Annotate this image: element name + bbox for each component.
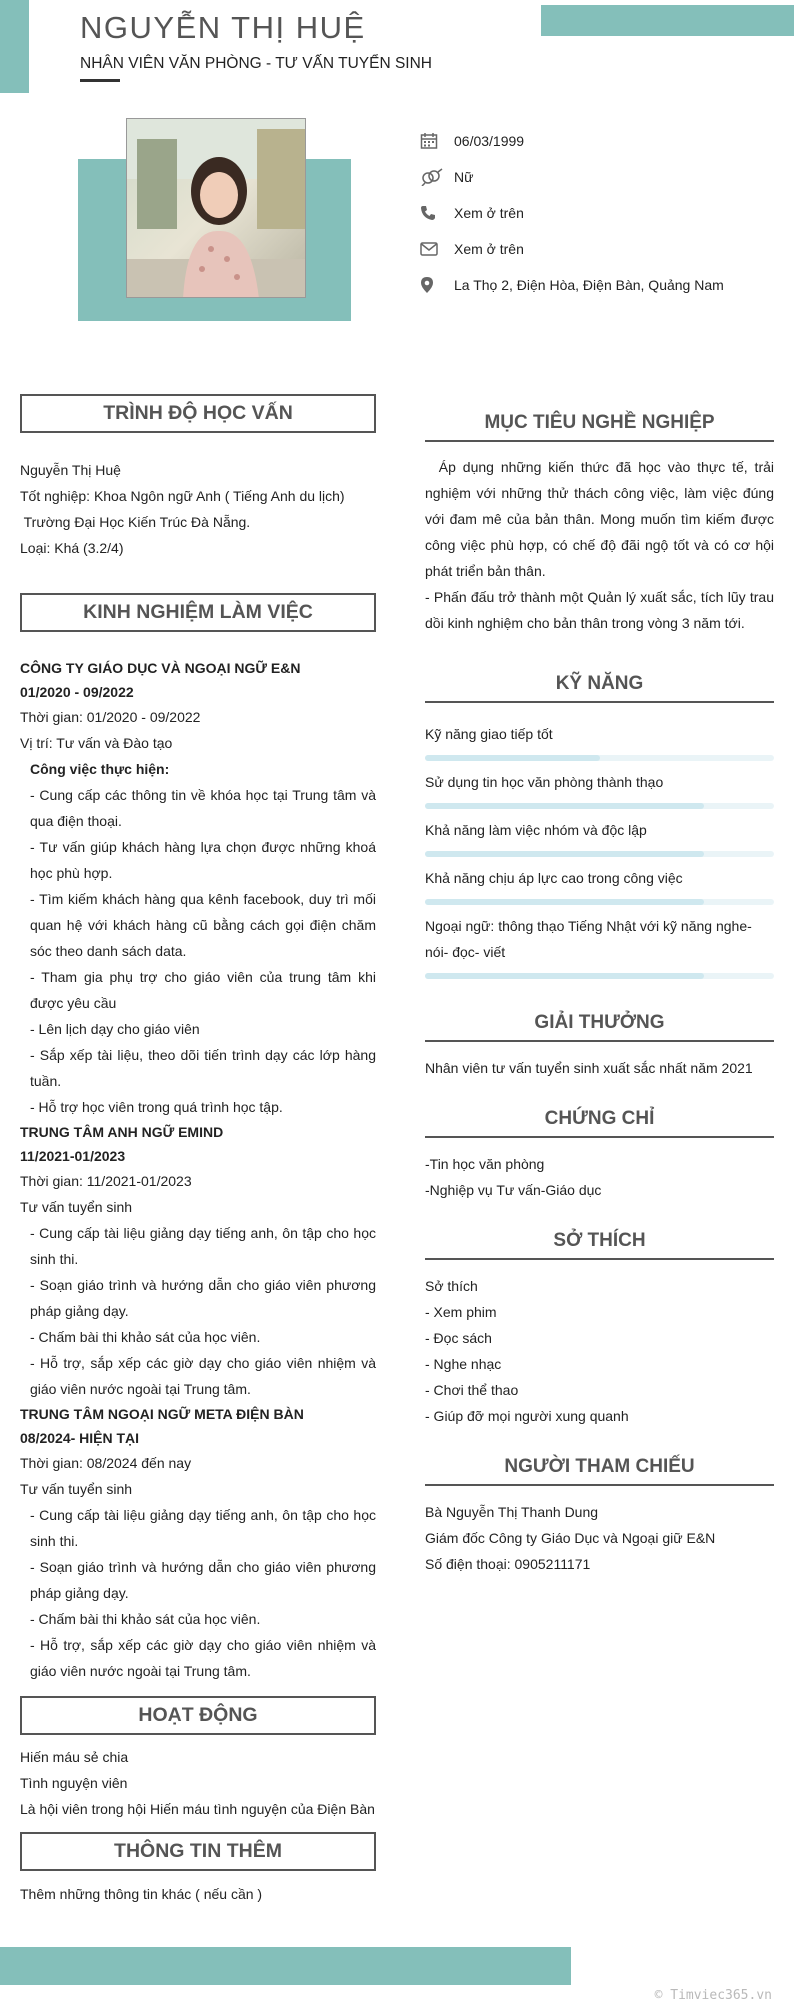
contact-birthdate [420, 131, 524, 151]
activities-heading: HOẠT ĐỘNG [20, 1696, 376, 1735]
reference-line: Bà Nguyễn Thị Thanh Dung [425, 1504, 599, 1520]
candidate-name: NGUYỄN THỊ HUỆ [80, 10, 366, 45]
duty-item: - Lên lịch dạy cho giáo viên [30, 1021, 200, 1037]
contact-info [420, 0, 790, 300]
hobby-line: - Nghe nhạc [425, 1356, 502, 1372]
job-period: 08/2024- HIỆN TẠI [20, 1430, 140, 1446]
education-line: Nguyễn Thị Huệ [20, 462, 121, 478]
certificates-heading: CHỨNG CHỈ [425, 1108, 774, 1138]
activity-line: Hiến máu sẻ chia [20, 1749, 129, 1765]
certificate-line: -Nghiệp vụ Tư vấn-Giáo dục [425, 1182, 602, 1198]
activity-line: Là hội viên trong hội Hiến máu tình nguyện của Điện Bàn [20, 1801, 375, 1817]
references-heading: NGƯỜI THAM CHIẾU [425, 1456, 774, 1486]
top-left-accent-bar [0, 0, 29, 93]
duty-item: - Chấm bài thi khảo sát của học viên. [30, 1611, 261, 1627]
award-line: Nhân viên tư vấn tuyển sinh xuất sắc nhất năm 2021 [425, 1060, 753, 1076]
duty-item: - Cung cấp tài liệu giảng dạy tiếng anh, ôn tập cho học sinh thi. [30, 1225, 376, 1267]
skill-item [425, 865, 774, 905]
watermark: © Timviec365.vn [654, 1988, 772, 2003]
activity-line: Tình nguyện viên [20, 1775, 128, 1791]
duty-item: - Sắp xếp tài liệu, theo dõi tiến trình dạy các lớp hàng tuần. [30, 1047, 376, 1089]
education-content [20, 457, 376, 561]
duty-item: - Hỗ trợ, sắp xếp các giờ dạy cho giáo viên nhiệm và giáo viên nước ngoài tại Trung tâm. [30, 1637, 376, 1679]
skill-bar [425, 755, 774, 761]
skill-item [425, 769, 774, 809]
duty-item: - Soạn giáo trình và hướng dẫn cho giáo viên phương pháp giảng dạy. [30, 1277, 376, 1319]
hobbies-content [425, 1273, 774, 1429]
profile-photo [126, 118, 306, 298]
skill-bar [425, 803, 774, 809]
skill-bar-fill [425, 899, 704, 905]
contact-email [420, 239, 524, 259]
experience-content [20, 656, 376, 1684]
reference-line: Giám đốc Công ty Giáo Dục và Ngoại giữ E&N [425, 1530, 716, 1546]
birthdate-text: 06/03/1999 [454, 133, 525, 149]
company-name: CÔNG TY GIÁO DỤC VÀ NGOẠI NGỮ E&N [20, 660, 301, 676]
hobby-line: - Xem phim [425, 1304, 497, 1320]
duty-item: - Cung cấp các thông tin về khóa học tại Trung tâm và qua điện thoại. [30, 787, 376, 829]
education-line: Loại: Khá (3.2/4) [20, 540, 124, 556]
skill-item [425, 817, 774, 857]
hobby-line: - Đọc sách [425, 1330, 492, 1346]
job-time: Thời gian: 01/2020 - 09/2022 [20, 709, 201, 725]
job-period: 01/2020 - 09/2022 [20, 684, 134, 700]
contact-phone [420, 203, 524, 223]
duty-item: - Tham gia phụ trợ cho giáo viên của trung tâm khi được yêu cầu [30, 969, 376, 1011]
references-content [425, 1499, 774, 1577]
company-name: TRUNG TÂM ANH NGỮ EMIND [20, 1124, 224, 1140]
duty-item: - Hỗ trợ, sắp xếp các giờ dạy cho giáo viên nhiệm và giáo viên nước ngoài tại Trung tâm. [30, 1355, 376, 1397]
education-line: Trường Đại Học Kiến Trúc Đà Nẵng. [20, 514, 251, 530]
phone-text: Xem ở trên [454, 205, 524, 221]
skill-bar [425, 973, 774, 979]
email-icon [420, 241, 454, 257]
location-icon [420, 276, 454, 294]
job-period: 11/2021-01/2023 [20, 1148, 126, 1164]
education-line: Tốt nghiệp: Khoa Ngôn ngữ Anh ( Tiếng Anh du lịch) [20, 488, 345, 504]
hobbies-heading: SỞ THÍCH [425, 1230, 774, 1260]
awards-heading: GIẢI THƯỞNG [425, 1012, 774, 1042]
skill-label: Sử dụng tin học văn phòng thành thạo [425, 774, 664, 790]
objective-content [425, 454, 778, 636]
skill-label: Ngoại ngữ: thông thạo Tiếng Nhật với kỹ năng nghe- nói- đọc- viết [425, 918, 752, 960]
skill-label: Khả năng chịu áp lực cao trong công việc [425, 870, 683, 886]
more-info-content [20, 1881, 376, 1907]
job-title: NHÂN VIÊN VĂN PHÒNG - TƯ VẤN TUYỂN SINH [80, 55, 432, 72]
contact-gender [420, 167, 473, 187]
duty-item: - Soạn giáo trình và hướng dẫn cho giáo viên phương pháp giảng dạy. [30, 1559, 376, 1601]
skill-bar-fill [425, 973, 704, 979]
duty-item: - Hỗ trợ học viên trong quá trình học tập. [30, 1099, 283, 1115]
duty-item: - Tư vấn giúp khách hàng lựa chọn được những khoá học phù hợp. [30, 839, 376, 881]
job-role: Tư vấn tuyển sinh [20, 1199, 133, 1215]
skill-bar-fill [425, 755, 600, 761]
job-role: Vị trí: Tư vấn và Đào tạo [20, 735, 173, 751]
skill-bar [425, 899, 774, 905]
experience-heading: KINH NGHIỆM LÀM VIỆC [20, 593, 376, 632]
hobby-line: - Giúp đỡ mọi người xung quanh [425, 1408, 629, 1424]
skills-heading: KỸ NĂNG [425, 673, 774, 703]
duty-item: - Tìm kiếm khách hàng qua kênh facebook, duy trì mối quan hệ với khách hàng cũ bằng cách gọi điện chăm sóc theo danh sách data. [30, 891, 376, 959]
certificates-content [425, 1151, 774, 1203]
skill-bar-fill [425, 851, 704, 857]
duty-item: - Cung cấp tài liệu giảng dạy tiếng anh, ôn tập cho học sinh thi. [30, 1507, 376, 1549]
more-info-heading: THÔNG TIN THÊM [20, 1832, 376, 1871]
awards-content [425, 1055, 774, 1081]
certificate-line: -Tin học văn phòng [425, 1156, 545, 1172]
reference-line: Số điện thoại: 0905211171 [425, 1556, 591, 1572]
skill-label: Khả năng làm việc nhóm và độc lập [425, 822, 647, 838]
skill-item [425, 721, 774, 761]
more-info-line: Thêm những thông tin khác ( nếu cần ) [20, 1886, 263, 1902]
education-heading: TRÌNH ĐỘ HỌC VẤN [20, 394, 376, 433]
duty-item: - Chấm bài thi khảo sát của học viên. [30, 1329, 261, 1345]
address-text: La Thọ 2, Điện Hòa, Điện Bàn, Quảng Nam [454, 277, 724, 293]
calendar-icon [420, 132, 454, 150]
hobby-line: - Chơi thể thao [425, 1382, 519, 1398]
activities-content [20, 1744, 376, 1822]
gender-icon [420, 168, 454, 186]
skill-label: Kỹ năng giao tiếp tốt [425, 726, 553, 742]
objective-paragraph: Áp dụng những kiến thức đã học vào thực tế, trải nghiệm với những thử thách công việc, làm việc đúng với đam mê của bản thân. Mong muốn tìm kiếm được công việc phù hợp, có chế độ đãi ngộ tốt và có cơ hội phát triển bản thân. [425, 459, 778, 579]
job-role: Tư vấn tuyển sinh [20, 1481, 133, 1497]
hobby-line: Sở thích [425, 1278, 478, 1294]
email-text: Xem ở trên [454, 241, 524, 257]
skill-bar [425, 851, 774, 857]
job-time: Thời gian: 11/2021-01/2023 [20, 1173, 192, 1189]
phone-icon [420, 205, 454, 221]
duties-title: Công việc thực hiện: [30, 761, 170, 777]
contact-address [420, 275, 724, 295]
title-underline [80, 79, 120, 82]
company-name: TRUNG TÂM NGOẠI NGỮ META ĐIỆN BÀN [20, 1406, 304, 1422]
gender-text: Nữ [454, 169, 474, 185]
objective-heading: MỤC TIÊU NGHỀ NGHIỆP [425, 412, 774, 442]
skill-bar-fill [425, 803, 704, 809]
skill-item [425, 913, 774, 979]
objective-paragraph: - Phấn đấu trở thành một Quản lý xuất sắc, tích lũy trau dồi kinh nghiệm cho bản thân trong vòng 3 năm tới. [425, 589, 774, 631]
job-time: Thời gian: 08/2024 đến nay [20, 1455, 192, 1471]
bottom-accent-bar [0, 1947, 571, 1985]
